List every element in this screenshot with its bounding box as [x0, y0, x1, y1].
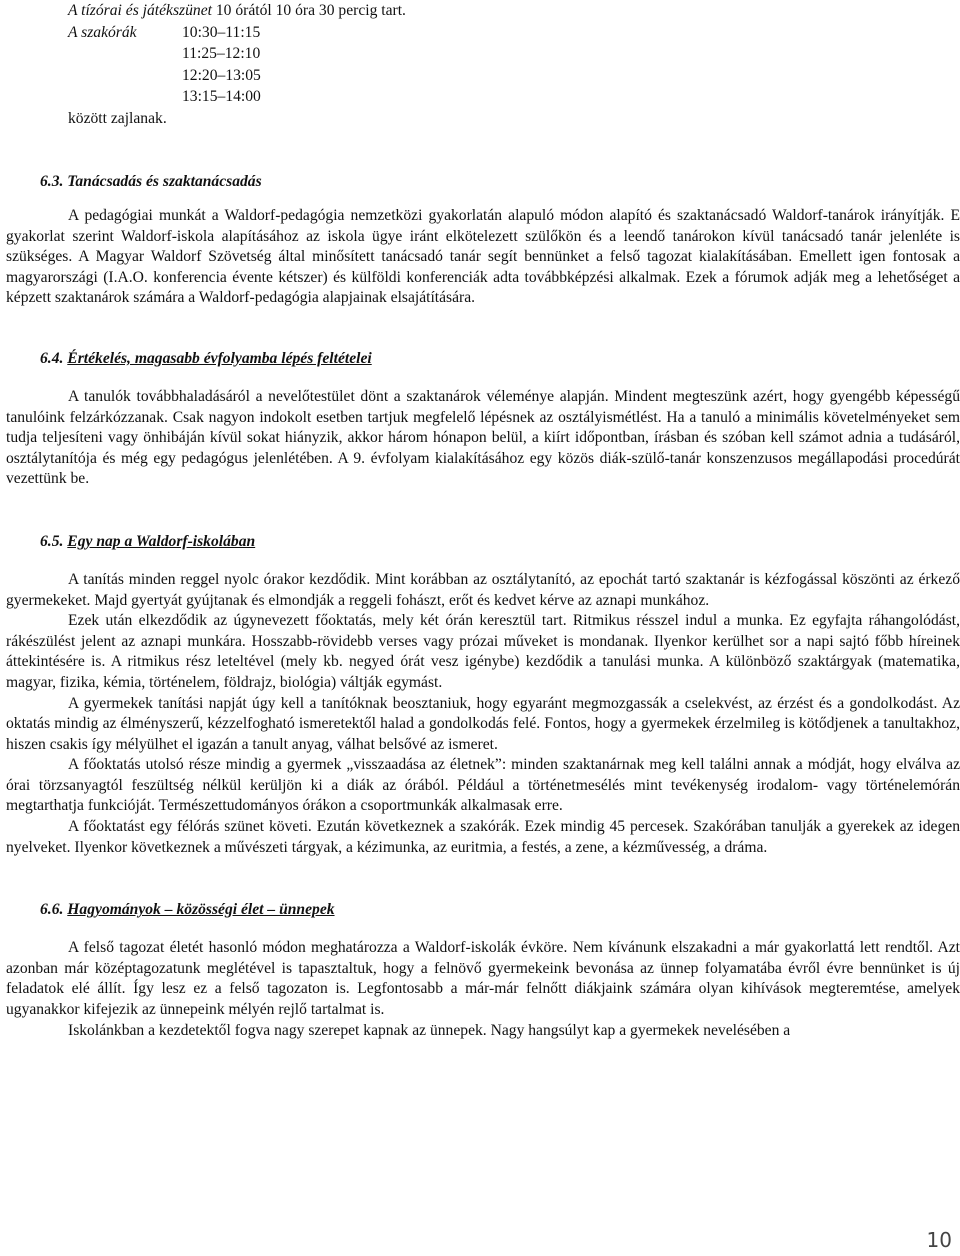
- section-6-6-heading: [6, 900, 960, 920]
- section-6-5-paragraph: A gyermekek tanítási napját úgy kell a tanítóknak beosztaniuk, hogy egyaránt megmozgassák a cselekvést, az érzést és a gondolkodást. Az oktatás mindig az élményszerű, kézzelfogható ismeretektől halad a gondolkodás felé. Fontos, hogy a gyermekek érzelmileg is kötődjenek a tanultakhoz, hiszen csakis így mélyülhet el igazán a tanult anyag, válhat belsővé az ismeret.: [6, 694, 960, 753]
- break-time-line: [6, 0, 960, 22]
- section-6-3-heading: 6.3. Tanácsadás és szaktanácsadás: [40, 173, 262, 190]
- section-number: 6.6.: [40, 901, 64, 919]
- schedule-after-text: között zajlanak.: [68, 109, 167, 127]
- break-label: A tízórai és játékszünet: [68, 2, 212, 19]
- section-6-5-paragraph: Ezek után elkezdődik az úgynevezett főoktatás, mely két órán keresztül tart. Ritmikus résszel indul a munka. Ez egyfajta ráhangolódást, rákészülést jelent az aznapi munkára. Hosszabb-rövidebb verses vagy prózai műveket is mondanak. Ilyenkor kerülhet sor a napi sajtó főbb híreinek áttekintésére is. A ritmikus rész leteltével (mely kb. negyed órát vesz igénybe) kezdődik a tanulási munka. A különböző szaktárgyak (matematika, magyar, fizika, kémia, történelem, földrajz, biológia) váltják egymást.: [6, 612, 960, 691]
- section-6-4-heading: [6, 349, 960, 369]
- schedule-block: [6, 22, 960, 108]
- section-6-4-body: A tanulók továbbhaladásáról a nevelőtestület dönt a szaktanárok véleménye alapján. Mindent megteszünk azért, hogy gyengébb képességű tanulóink felzárkózzanak. Csak nagyon indokolt esetben tartjuk megfelelő lépésnek az osztályismétlést. Ha a tanuló a minimális követelményeket sem tudja teljesíteni vagy önhibáján kívül sokat hiányzik, akkor három hónapon belül, a kiírt időpontban, írásban és szóban kell számot adnia a tudásáról, osztálytanítója és még egy pedagógus jelenlétében. A 9. évfolyam kialakításához egy közös diák-szülő-tanár konszenzusos megállapodási procedúrát vezettünk be.: [6, 387, 960, 488]
- schedule-time: 11:25–12:10: [182, 45, 261, 62]
- section-number: 6.5.: [40, 532, 64, 550]
- section-6-6-paragraph: Iskolánkban a kezdetektől fogva nagy szerepet kapnak az ünnepek. Nagy hangsúlyt kap a gyermekek nevelésében a: [68, 1021, 791, 1039]
- page-number: 10: [926, 1228, 952, 1252]
- section-6-5-paragraph: A főoktatást egy félórás szünet követi. Ezután következnek a szakórák. Ezek mindig 45 percesek. Szakórában tanulják a gyerekek az idegen nyelveket. Ilyenkor következnek a művészeti tárgyak, a kézimunka, az euritmia, a festés, a zene, a kézművesség, a dráma.: [6, 818, 960, 856]
- section-6-3-body: A pedagógiai munkát a Waldorf-pedagógia nemzetközi gyakorlatán alapuló módon alapító és szaktanácsadó Waldorf-tanárok irányítják. E gyakorlat szerint Waldorf-iskola alapításához az iskola ügye iránt elkötelezett szülőkön és a leendő tanárokon kívül tanácsadó tanár jelenléte is szükséges. A Magyar Waldorf Szövetség által minősített tanácsadó tanár segít bennünket a felső tagozat kialakításában. Emellett igen fontosak a magyarországi (I.A.O. konferencia évente kétszer) és külföldi konferenciák adta továbbképzési alkalmak. Ezek a fórumok adják meg a lehetőséget a képzett szaktanárok számára a Waldorf-pedagógia alapjainak elsajátítására.: [6, 207, 960, 307]
- section-6-5-paragraph: A főoktatás utolsó része mindig a gyermek „visszaadása az életnek”: minden szaktanárnak meg kell találni annak a módját, hogy elválva az órai törzsanyagtól feszültség nélkül kerüljön ki a diák az órából. Például a történetmesélés mint tevékenység irodalom- vagy történelemórán megtarthatja funkcióját. Természettudományos órákon a csoportmunkák alkalmasak erre.: [6, 756, 960, 815]
- section-number: 6.4.: [40, 349, 64, 367]
- section-title: Egy nap a Waldorf-iskolában: [67, 532, 256, 550]
- schedule-label: A szakórák: [68, 23, 137, 41]
- section-title: Értékelés, magasabb évfolyamba lépés feltételei: [67, 349, 372, 367]
- section-6-5-paragraph: A tanítás minden reggel nyolc órakor kezdődik. Mint korábban az osztálytanító, az epochát tartó szaktanár is kézfogással köszönti az érkező gyermekeket. Majd gyertyát gyújtanak és elmondják a reggeli fohászt, erőt és kedvet kérve az aznapi munkához.: [6, 570, 960, 609]
- schedule-time: 12:20–13:05: [182, 66, 261, 84]
- schedule-time: 13:15–14:00: [182, 88, 261, 105]
- document-page: [6, 0, 960, 1041]
- section-6-5-heading: [6, 532, 960, 552]
- section-title: Hagyományok – közösségi élet – ünnepek: [67, 901, 335, 919]
- section-6-6-paragraph: A felső tagozat életét hasonló módon meghatározza a Waldorf-iskolák évköre. Nem kívánunk elszakadni a már gyakorlattá lett rendtől. Azt azonban már középtagozatunk meglétével is tapasztaltuk, hogy a felnövő gyermekeink bevonása az ünnep folyamatába évről évre bennünket is új feladatok elé állít. Így lesz ez a felső tagozaton is. Legfontosabb a már-már felnőtt diákjaink számára olyan kihívások megteremtése, amelyek ugyanakkor kifejezik az ünnepeink mélyén rejlő tartalmat is.: [6, 939, 960, 1019]
- break-time: 10 órától 10 óra 30 percig tart.: [215, 2, 406, 19]
- intro-block: [6, 0, 960, 129]
- schedule-time: 10:30–11:15: [182, 23, 261, 41]
- schedule-times: [182, 22, 960, 108]
